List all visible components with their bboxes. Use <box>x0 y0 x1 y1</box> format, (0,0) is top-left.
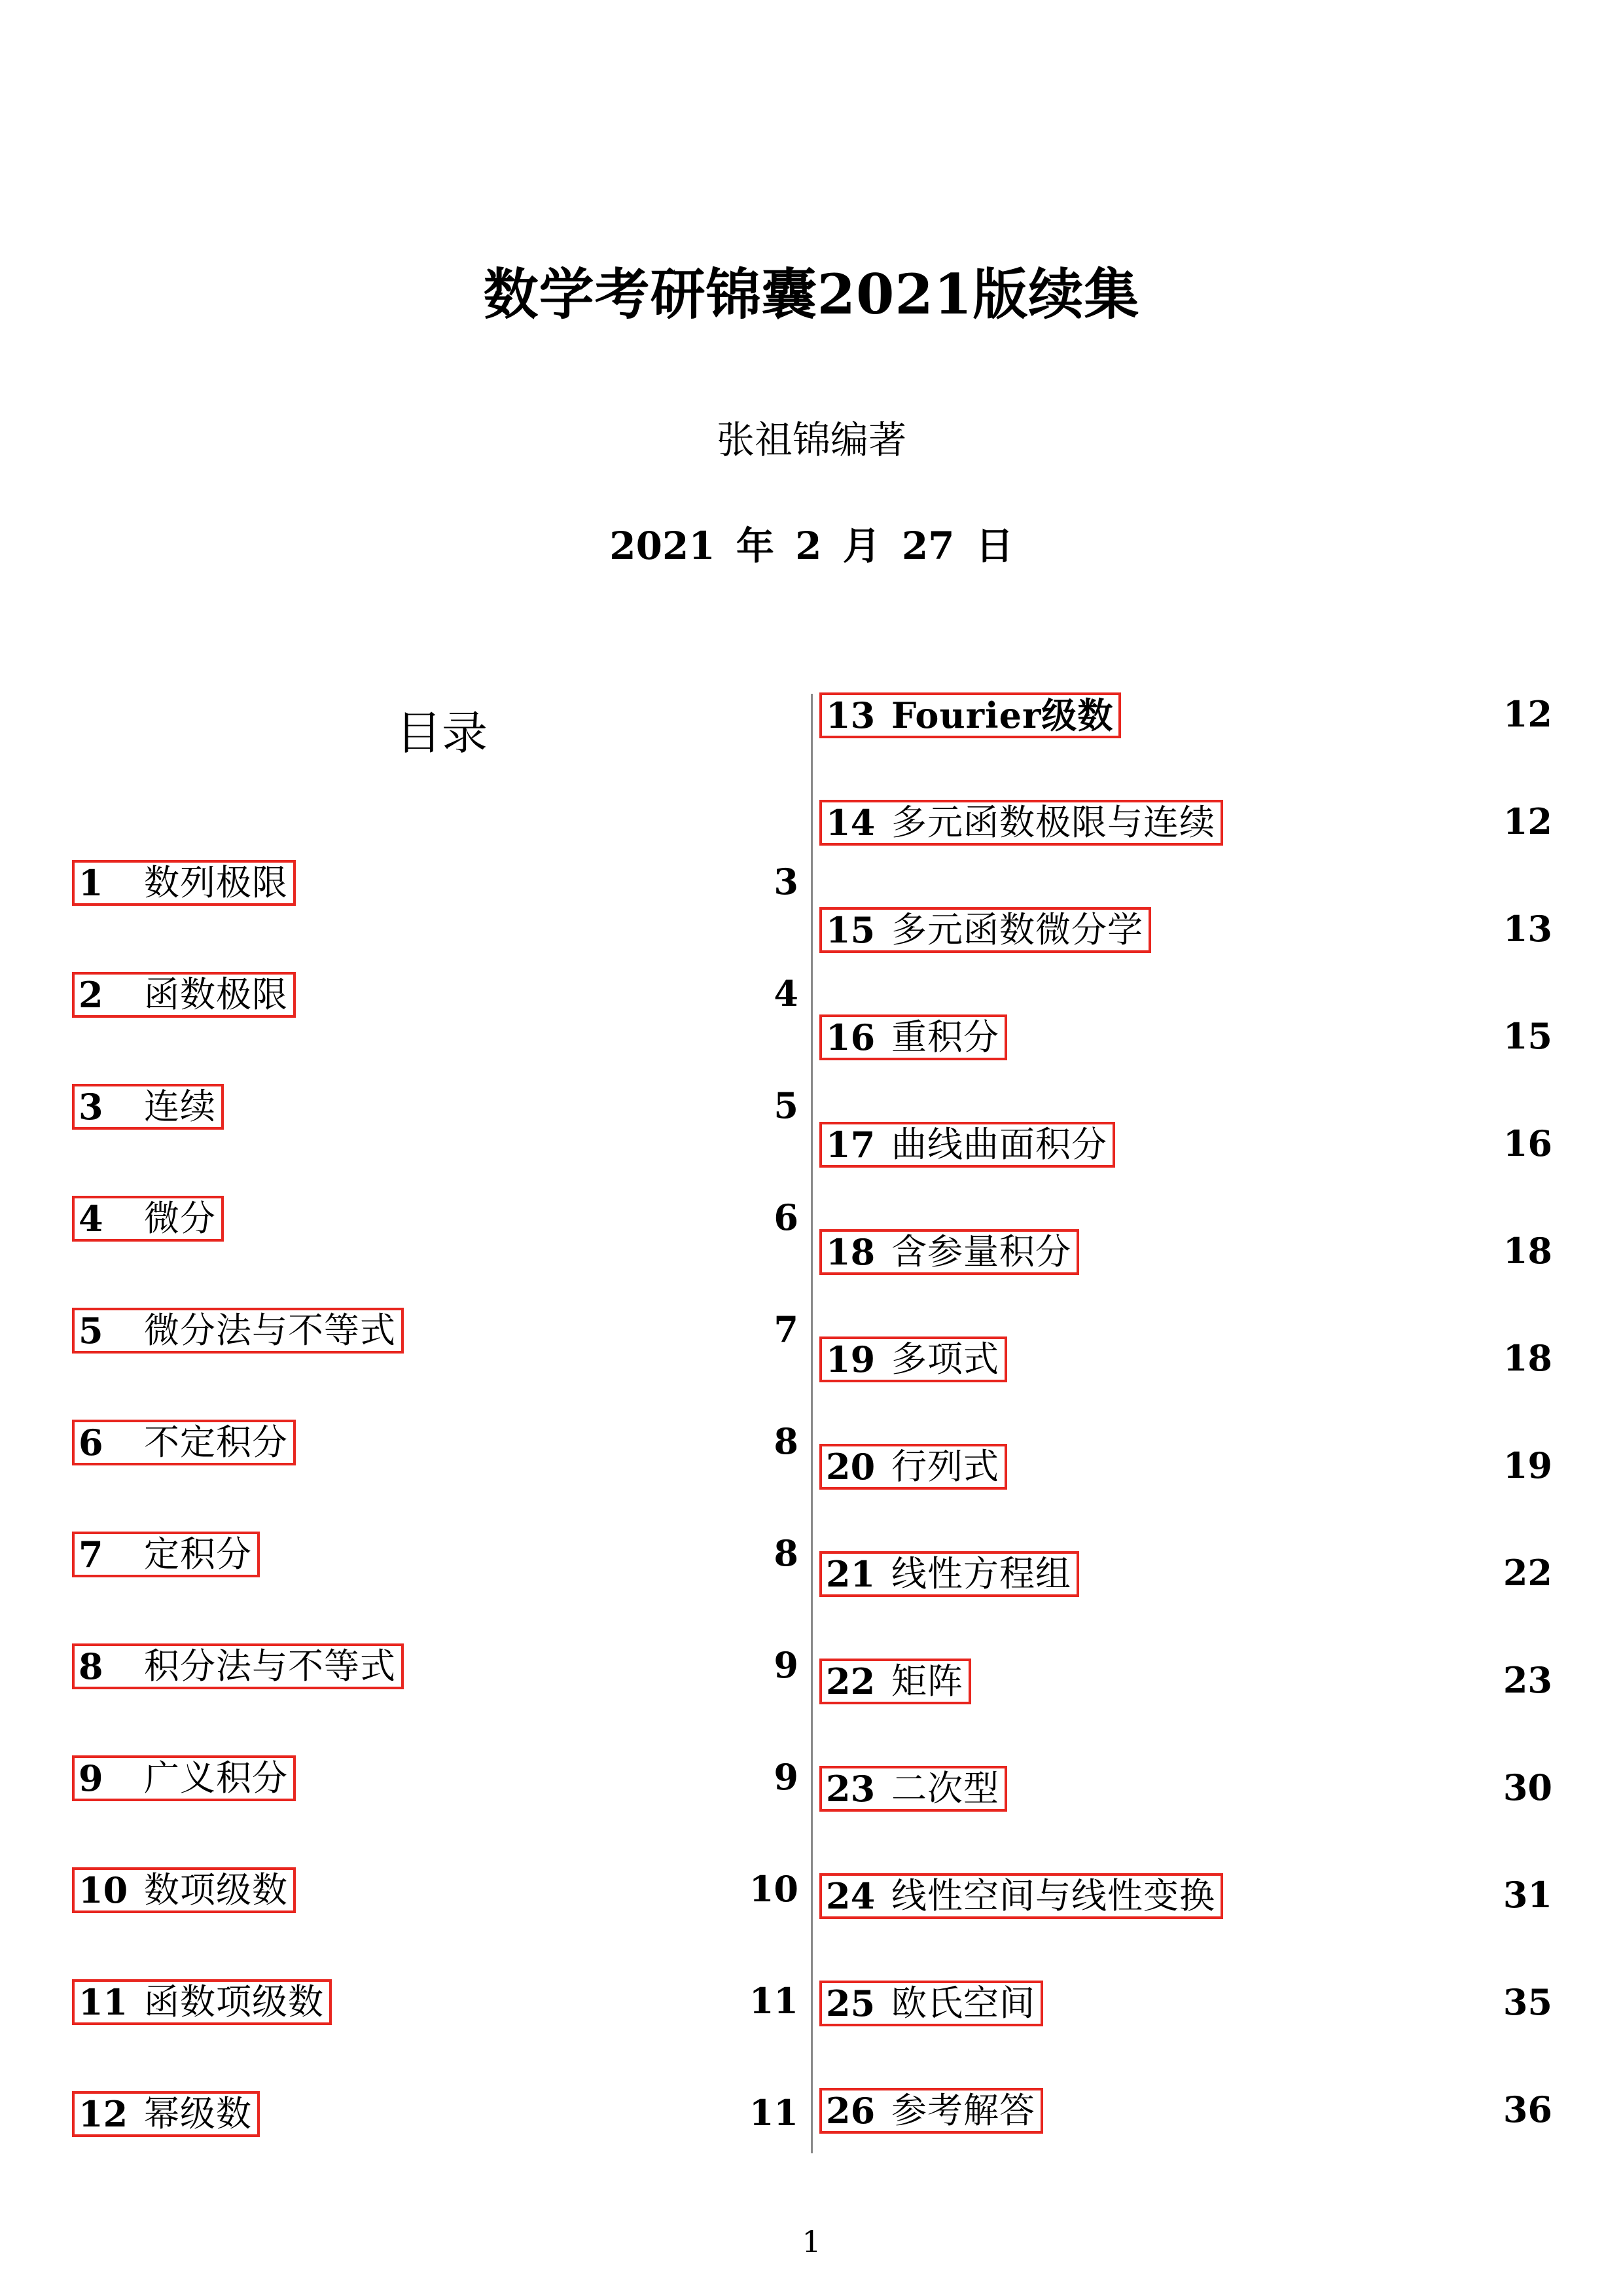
toc-entry-page: 30 <box>1503 1767 1552 1808</box>
toc-entry-number: 24 <box>826 1875 876 1917</box>
toc-entry <box>819 1336 1552 1380</box>
toc-entry-page: 18 <box>1503 1337 1552 1379</box>
toc-link-box[interactable] <box>819 1336 1007 1382</box>
toc-entry-page: 11 <box>749 1980 798 2022</box>
document-title: 数学考研锦囊2021版续集 <box>483 262 1140 327</box>
toc-entry-page: 36 <box>1503 2089 1552 2130</box>
toc-entry-number: 1 <box>79 862 103 904</box>
toc-entry <box>72 1420 798 1463</box>
toc-entry-number: 26 <box>826 2090 876 2132</box>
toc-entry <box>72 1532 798 1575</box>
toc-entry-number: 16 <box>826 1016 876 1058</box>
toc-entry-number: 4 <box>79 1198 103 1240</box>
toc-entry-number: 21 <box>826 1553 876 1595</box>
toc-link-box[interactable] <box>819 1444 1007 1490</box>
toc-entry-title: 参考解答 <box>891 2090 1035 2131</box>
toc-entry-title: 微分 <box>144 1198 216 1239</box>
toc-link-box[interactable] <box>819 1551 1079 1597</box>
toc-entry-number: 14 <box>826 802 876 844</box>
toc-link-box[interactable] <box>72 1532 260 1577</box>
toc-link-box[interactable] <box>819 907 1151 953</box>
toc-entry-number: 5 <box>79 1310 103 1352</box>
toc-entry-number: 3 <box>79 1086 103 1128</box>
toc-entry-title: 积分法与不等式 <box>144 1645 396 1687</box>
toc-entry-number: 10 <box>79 1869 128 1911</box>
toc-entry <box>819 1444 1552 1487</box>
toc-entry <box>72 1643 798 1687</box>
toc-entry-title: 广义积分 <box>144 1757 288 1799</box>
toc-entry <box>72 1196 798 1239</box>
toc-entry-title: 欧氏空间 <box>891 1982 1035 2024</box>
toc-entry-title: 矩阵 <box>891 1660 963 1702</box>
toc-entry-page: 12 <box>1503 693 1552 735</box>
toc-link-box[interactable] <box>72 972 296 1018</box>
toc-link-box[interactable] <box>72 1867 296 1913</box>
toc-entry-title: 重积分 <box>891 1016 999 1058</box>
toc-entry <box>72 2091 798 2134</box>
toc-entry-page: 6 <box>774 1196 798 1238</box>
toc-entry-number: 17 <box>826 1124 876 1166</box>
toc-entry-title: 连续 <box>144 1086 216 1127</box>
toc-entry <box>72 972 798 1015</box>
toc-entry-page: 31 <box>1503 1874 1552 1916</box>
toc-entry <box>819 1766 1552 1809</box>
toc-entry-number: 12 <box>79 2093 128 2135</box>
toc-entry-title: 数项级数 <box>144 1869 288 1910</box>
toc-entry-title: 数列极限 <box>144 862 288 903</box>
toc-link-box[interactable] <box>819 1659 971 1704</box>
toc-link-box[interactable] <box>819 1981 1043 2026</box>
toc-entry <box>819 1122 1552 1165</box>
toc-entry-title: 幂级数 <box>144 2093 252 2134</box>
toc-link-box[interactable] <box>72 1643 404 1689</box>
toc-entry <box>72 860 798 903</box>
toc-link-box[interactable] <box>819 692 1121 738</box>
toc-entry-number: 11 <box>79 1981 128 2023</box>
toc-entry-number: 2 <box>79 974 103 1016</box>
toc-link-box[interactable] <box>819 1014 1007 1060</box>
toc-link-box[interactable] <box>819 1766 1007 1812</box>
toc-entry-page: 8 <box>774 1420 798 1462</box>
toc-entry-number: 20 <box>826 1446 876 1488</box>
toc-entry-title: 多项式 <box>891 1338 999 1380</box>
toc-entry <box>72 1755 798 1799</box>
toc-entry-page: 5 <box>774 1085 798 1126</box>
toc-entry-page: 19 <box>1503 1444 1552 1486</box>
toc-link-box[interactable] <box>819 1873 1223 1919</box>
toc-entry <box>819 1659 1552 1702</box>
toc-entry-title: Fourier级数 <box>891 694 1114 736</box>
toc-entry-page: 12 <box>1503 800 1552 842</box>
toc-entry <box>819 2088 1552 2131</box>
toc-entry-page: 9 <box>774 1756 798 1798</box>
toc-entry-number: 18 <box>826 1231 876 1273</box>
toc-entry-title: 行列式 <box>891 1446 999 1487</box>
toc-entry-page: 15 <box>1503 1015 1552 1057</box>
toc-entry-title: 线性方程组 <box>891 1553 1071 1594</box>
toc-link-box[interactable] <box>72 1084 224 1130</box>
toc-entry-number: 15 <box>826 909 876 951</box>
toc-entry-page: 16 <box>1503 1122 1552 1164</box>
toc-entry <box>819 1873 1552 1916</box>
toc-entry <box>819 692 1552 736</box>
toc-entry-number: 9 <box>79 1757 103 1799</box>
toc-link-box[interactable] <box>819 1229 1079 1275</box>
toc-entry-number: 13 <box>826 694 876 736</box>
toc-entry-title: 多元函数极限与连续 <box>891 802 1215 843</box>
toc-entry-page: 23 <box>1503 1659 1552 1701</box>
toc-entry-page: 3 <box>774 861 798 903</box>
column-divider <box>811 694 813 2153</box>
toc-entry-title: 函数项级数 <box>144 1981 324 2022</box>
toc-entry-number: 6 <box>79 1422 103 1463</box>
toc-link-box[interactable] <box>72 860 296 906</box>
toc-entry <box>819 800 1552 843</box>
toc-entry-title: 定积分 <box>144 1534 252 1575</box>
toc-entry-page: 22 <box>1503 1552 1552 1594</box>
toc-entry-title: 多元函数微分学 <box>891 909 1143 950</box>
page-number: 1 <box>802 2224 821 2259</box>
toc-entry-number: 19 <box>826 1338 876 1380</box>
toc-link-box[interactable] <box>72 1308 404 1354</box>
toc-link-box[interactable] <box>72 2091 260 2137</box>
toc-entry-title: 函数极限 <box>144 974 288 1015</box>
toc-link-box[interactable] <box>72 1196 224 1242</box>
toc-link-box[interactable] <box>819 2088 1043 2134</box>
toc-entry <box>72 1308 798 1351</box>
toc-entry <box>72 1867 798 1910</box>
toc-entry-page: 11 <box>749 2092 798 2134</box>
toc-entry <box>72 1979 798 2022</box>
toc-link-box[interactable] <box>819 1122 1115 1168</box>
toc-entry-title: 不定积分 <box>144 1422 288 1463</box>
document-author: 张祖锦编著 <box>716 418 906 462</box>
toc-entry-page: 35 <box>1503 1981 1552 2023</box>
toc-entry <box>819 1551 1552 1594</box>
toc-link-box[interactable] <box>72 1420 296 1465</box>
toc-entry <box>819 1981 1552 2024</box>
toc-entry-page: 4 <box>774 973 798 1014</box>
toc-entry-title: 含参量积分 <box>891 1231 1071 1272</box>
toc-entry-title: 曲线曲面积分 <box>891 1124 1107 1165</box>
toc-entry <box>72 1084 798 1127</box>
toc-entry-page: 8 <box>774 1532 798 1574</box>
toc-entry-title: 微分法与不等式 <box>144 1310 396 1351</box>
toc-link-box[interactable] <box>72 1979 332 2025</box>
toc-link-box[interactable] <box>819 800 1223 846</box>
toc-link-box[interactable] <box>72 1755 296 1801</box>
toc-entry-page: 18 <box>1503 1230 1552 1272</box>
toc-entry <box>819 1229 1552 1272</box>
toc-entry-number: 25 <box>826 1982 876 2024</box>
document-date: 2021 年 2 月 27 日 <box>609 524 1014 568</box>
toc-entry-title: 线性空间与线性变换 <box>891 1875 1215 1916</box>
toc-entry-number: 22 <box>826 1660 876 1702</box>
toc-entry-page: 13 <box>1503 908 1552 950</box>
toc-entry-number: 8 <box>79 1645 103 1687</box>
toc-entry-page: 9 <box>774 1644 798 1686</box>
toc-entry <box>819 907 1552 950</box>
toc-heading: 目录 <box>396 706 488 760</box>
toc-entry-title: 二次型 <box>891 1768 999 1809</box>
toc-entry-page: 7 <box>774 1308 798 1350</box>
toc-entry <box>819 1014 1552 1058</box>
toc-entry-number: 7 <box>79 1534 103 1575</box>
toc-entry-number: 23 <box>826 1768 876 1810</box>
toc-entry-page: 10 <box>749 1868 798 1910</box>
